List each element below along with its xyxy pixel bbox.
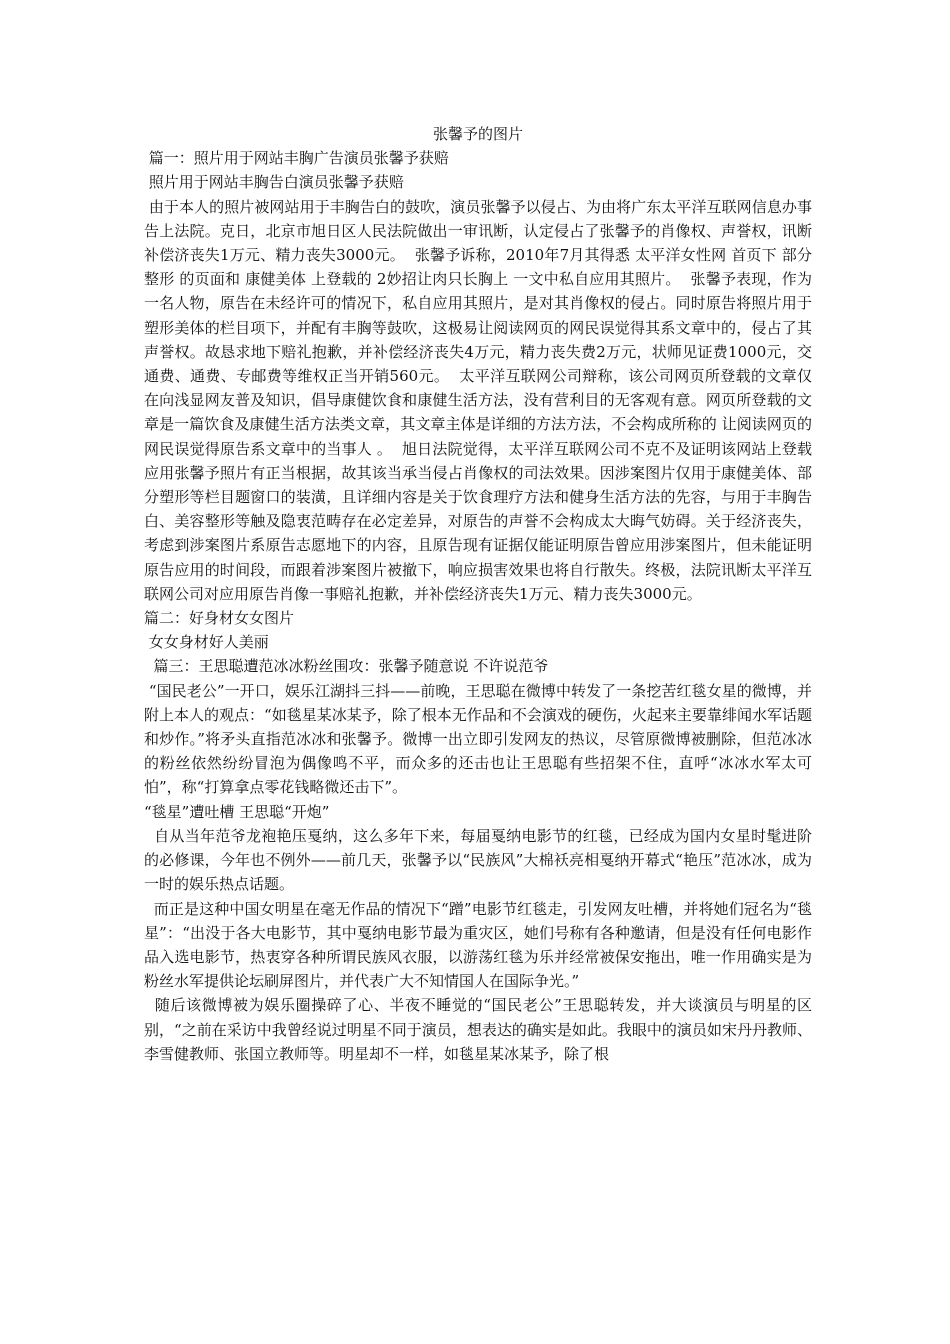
paragraph-1-heading: 篇一：照片用于网站丰胸广告演员张馨予获赔 <box>144 149 449 168</box>
document-body <box>144 122 812 1066</box>
paragraph-2-body: 女女身材好人美丽 <box>144 633 269 652</box>
paragraph-3-body-1: 自从当年范爷龙袍艳压戛纳，这么多年下来，每届戛纳电影节的红毯，已经成为国内女星时髦进阶的必修课，今年也不例外——前几天，张馨予以“民族风”大棉袄亮相戛纳开幕式“艳压”范冰冰，成为一时的娱乐热点话题。 <box>144 826 812 894</box>
paragraph-3-body-2: 而正是这种中国女明星在毫无作品的情况下“蹭”电影节红毯走，引发网友吐槽，并将她们冠名为“毯星”：“出没于各大电影节，其中戛纳电影节最为重灾区，她们号称有各种邀请，但是没有任何电影作品入选电影节，热衷穿各种所谓民族风衣服，以游荡红毯为乐并经常被保安拖出，唯一作用确实是为粉丝水军提供论坛刷屏图片，并代表广大不知情国人在国际争光。” <box>144 899 812 991</box>
paragraph-3-heading: 篇三：王思聪遭范冰冰粉丝围攻：张馨予随意说 不许说范爷 <box>144 657 549 676</box>
document-title: 张馨予的图片 <box>432 125 523 143</box>
paragraph-1-subheading: 照片用于网站丰胸告白演员张馨予获赔 <box>144 173 404 192</box>
paragraph-2-heading: 篇二：好身材女女图片 <box>144 609 295 628</box>
paragraph-3-body-3: 随后该微博被为娱乐圈操碎了心、半夜不睡觉的“国民老公”王思聪转发，并大谈演员与明星的区别，“之前在采访中我曾经说过明星不同于演员，想表达的确实是如此。我眼中的演员如宋丹丹教师、李雪健教师、张国立教师等。明星却不一样，如毯星某冰某予，除了根 <box>144 996 813 1063</box>
paragraph-3-intro: “国民老公”一开口，娱乐江湖抖三抖——前晚，王思聪在微博中转发了一条挖苦红毯女星的微博，并附上本人的观点：“如毯星某冰某予，除了根本无作品和不会演戏的硬伤，火起来主要靠绯闻水军话题和炒作。”将矛头直指范冰冰和张馨予。微博一出立即引发网友的热议，尽管原微博被删除，但范冰冰的粉丝依然纷纷冒泡为偶像鸣不平，而众多的还击也让王思聪有些招架不住，直呼“冰冰水军太可怕”，称“打算拿点零花钱略微还击下”。 <box>144 681 812 797</box>
paragraph-1-body: 由于本人的照片被网站用于丰胸告白的鼓吹，演员张馨予以侵占、为由将广东太平洋互联网信息办事告上法院。克日，北京市旭日区人民法院做出一审讯断，认定侵占了张馨予的肖像权、声誉权，讯断补偿济丧失1万元、精力丧失3000元。 张馨予诉称，2010年7月其得悉 太平洋女性网 首页下 部分整形 的页面和 康健美体 上登载的 2妙招让肉只长胸上 一文中私自应用其照片。 张馨予表现，作为一名人物，原告在未经许可的情况下，私自应用其照片，是对其肖像权的侵占。同时原告将照片用于塑形美体的栏目项下，并配有丰胸等鼓吹，这极易让阅读网页的网民误觉得其系文章中的，侵占了其声誉权。故恳求地下赔礼抱歉，并补偿经济丧失4万元，精力丧失费2万元，状师见证费1000元，交通费、通费、专邮费等维权正当开销560元。 太平洋互联网公司辩称，该公司网页所登载的文章仅在向浅显网友普及知识，倡导康健饮食和康健生活方法，没有营利目的无客观有意。网页所登载的文章是一篇饮食及康健生活方法类文章，其文章主体是详细的方法方法，不会构成所称的 让阅读网页的网民误觉得原告系文章中的当事人 。 旭日法院觉得，太平洋互联网公司不克不及证明该网站上登载应用张馨予照片有正当根据，故其该当承当侵占肖像权的司法效果。因涉案图片仅用于康健美体、部分塑形等栏目题窗口的装潢，且详细内容是关于饮食理疗方法和健身生活方法的先容，与用于丰胸告白、美容整形等触及隐衷范畴存在必定差异，对原告的声誉不会构成太大晦气妨碍。关于经济丧失，考虑到涉案图片系原告志愿地下的内容，且原告现有证据仅能证明原告曾应用涉案图片，但未能证明原告应用的时间段，而跟着涉案图片被撤下，响应损害效果也将自行散失。终极，法院讯断太平洋互联网公司对应用原告肖像一事赔礼抱歉，并补偿经济丧失1万元、精力丧失3000元。 <box>144 197 812 603</box>
paragraph-3-subheading: “毯星”遭吐槽 王思聪“开炮” <box>144 802 330 821</box>
